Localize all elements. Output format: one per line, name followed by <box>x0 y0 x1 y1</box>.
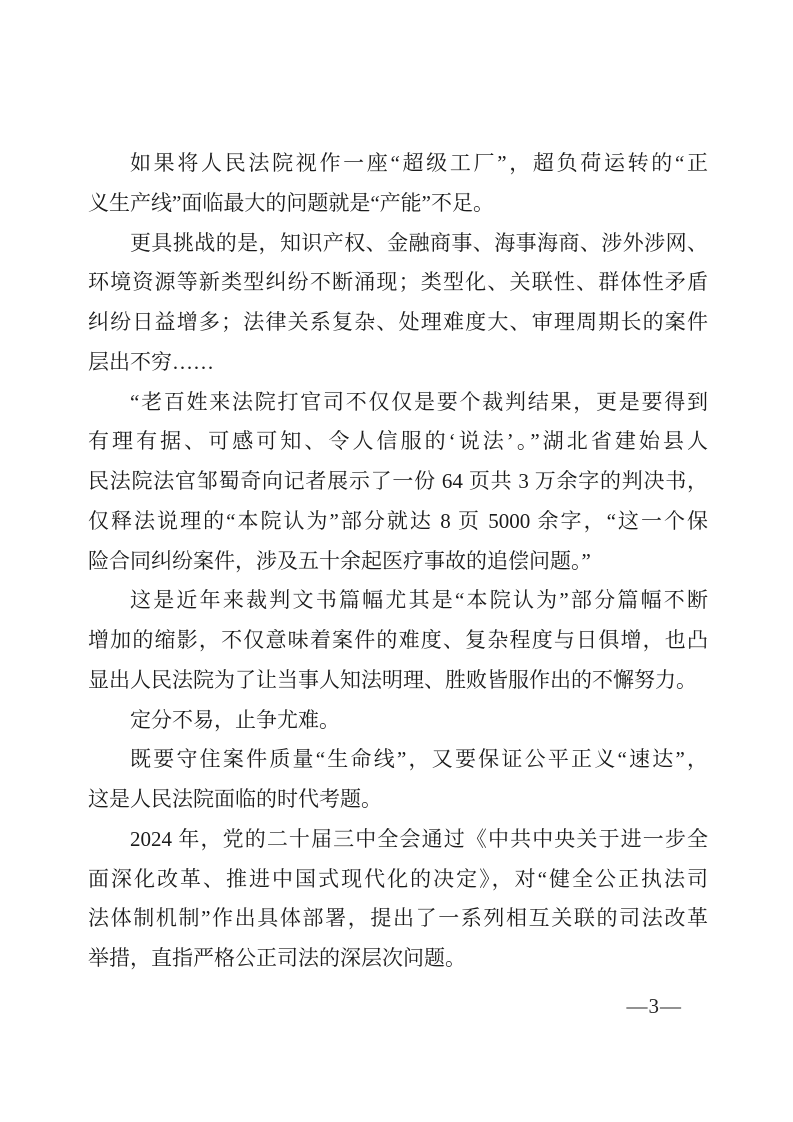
text-line: “老百姓来法院打官司不仅仅是要个裁判结果，更是要得到 <box>130 389 708 414</box>
text-line: 如果将人民法院视作一座“超级工厂”，超负荷运转的“正 <box>130 151 708 175</box>
text-line: 险合同纠纷案件，涉及五十余起医疗事故的追偿问题。” <box>88 548 591 573</box>
text-line: 环境资源等新类型纠纷不断涌现；类型化、关联性、群体性矛盾 <box>88 270 708 295</box>
text-line: 显出人民法院为了让当事人知法明理、胜败皆服作出的不懈努力。 <box>88 667 697 692</box>
text-line: 这是近年来裁判文书篇幅尤其是“本院认为”部分篇幅不断 <box>130 588 708 613</box>
article-body <box>88 144 708 979</box>
text-line: 这是人民法院面临的时代考题。 <box>88 787 382 811</box>
paragraph <box>88 740 708 820</box>
text-line: 更具挑战的是，知识产权、金融商事、海事海商、涉外涉网、 <box>130 230 708 255</box>
paragraph <box>88 701 708 741</box>
text-line: 义生产线”面临最大的问题就是“产能”不足。 <box>88 190 494 215</box>
text-line: 有理有据、可感可知、令人信服的‘说法’。”湖北省建始县人 <box>88 429 708 454</box>
text-line: 层出不穷…… <box>88 349 214 374</box>
paragraph <box>88 383 708 582</box>
text-line: 面深化改革、推进中国式现代化的决定》，对“健全公正执法司 <box>88 866 708 891</box>
text-line: 民法院法官邹蜀奇向记者展示了一份 64 页共 3 万余字的判决书， <box>88 469 708 493</box>
text-line: 举措，直指严格公正司法的深层次问题。 <box>88 946 466 970</box>
text-line: 既要守住案件质量“生命线”，又要保证公平正义“速达”， <box>130 747 708 772</box>
page-number: —3— <box>626 994 682 1018</box>
text-line: 增加的缩影，不仅意味着案件的难度、复杂程度与日俱增，也凸 <box>88 628 708 652</box>
paragraph <box>88 820 708 979</box>
text-line: 仅释法说理的“本院认为”部分就达 8 页 5000 余字，“这一个保 <box>88 508 708 533</box>
text-line: 纠纷日益增多；法律关系复杂、处理难度大、审理周期长的案件 <box>88 310 708 334</box>
paragraph <box>88 224 708 383</box>
paragraph <box>88 144 708 224</box>
paragraph <box>88 581 708 700</box>
text-line: 2024 年，党的二十届三中全会通过《中共中央关于进一步全 <box>130 826 708 851</box>
text-line: 法体制机制”作出具体部署，提出了一系列相互关联的司法改革 <box>88 906 708 931</box>
text-line: 定分不易，止争尤难。 <box>130 707 340 732</box>
